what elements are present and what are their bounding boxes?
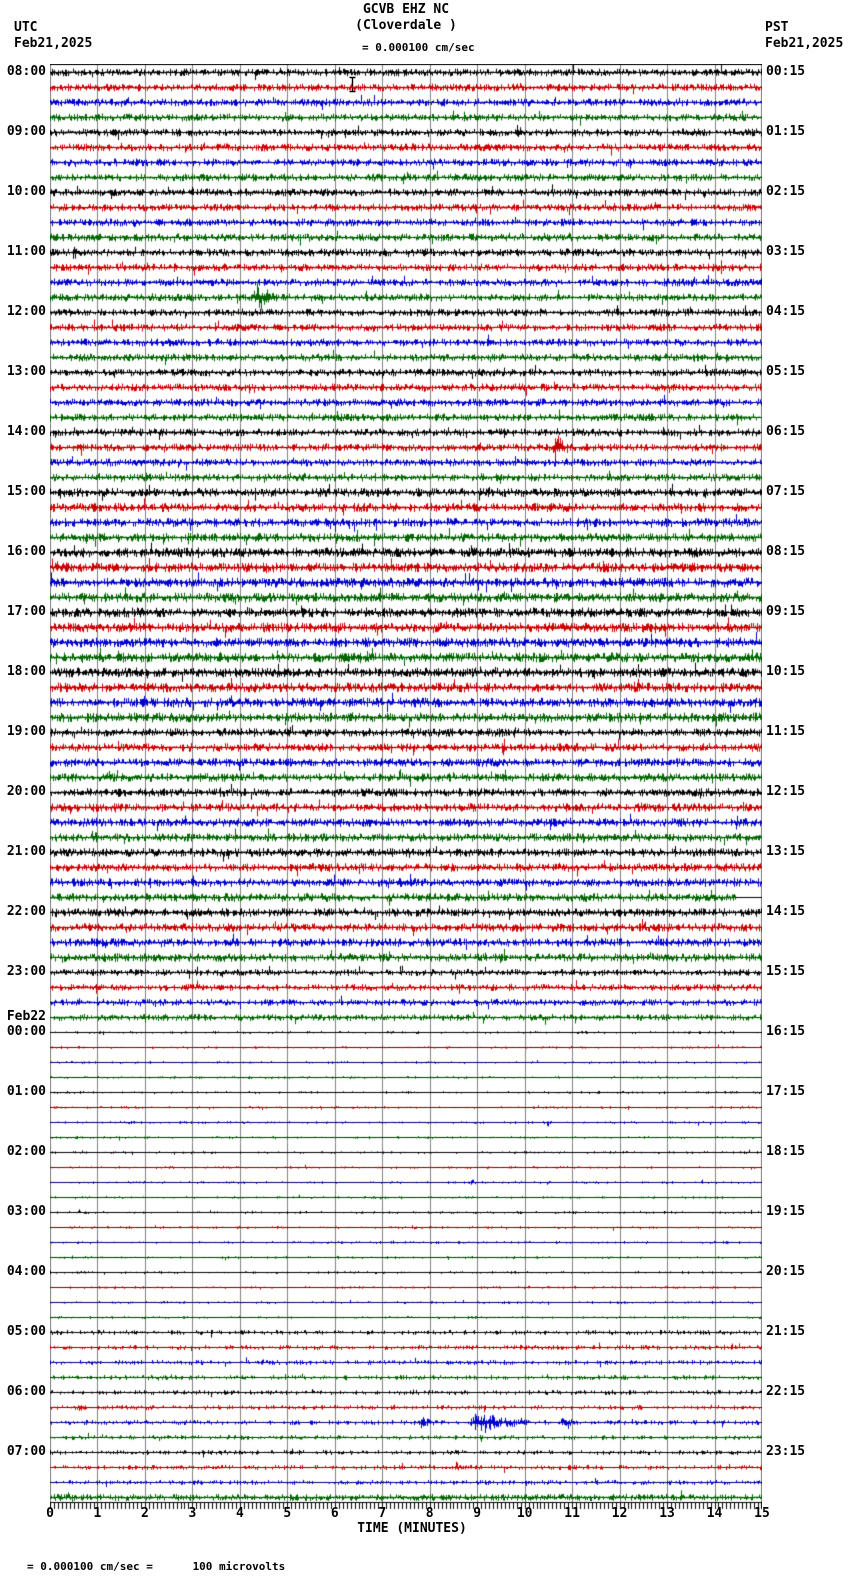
- utc-hour-label: 19:00: [6, 724, 46, 739]
- pst-hour-label: 21:15: [766, 1324, 806, 1339]
- utc-hour-label: 21:00: [6, 844, 46, 859]
- minute-tick-label: 7: [378, 1506, 387, 1521]
- minute-tick-label: 13: [659, 1506, 675, 1521]
- utc-hour-label: 09:00: [6, 124, 46, 139]
- minute-tick-label: 14: [706, 1506, 723, 1521]
- utc-timezone-label: UTC: [14, 20, 38, 35]
- pst-hour-label: 00:15: [766, 64, 806, 79]
- minute-tick-label: 3: [188, 1506, 197, 1521]
- utc-hour-label: 18:00: [6, 664, 46, 679]
- pst-hour-label: 08:15: [766, 544, 806, 559]
- pst-hour-label: 01:15: [766, 124, 806, 139]
- pst-hour-label: 02:15: [766, 184, 806, 199]
- utc-hour-label: 02:00: [6, 1144, 46, 1159]
- utc-hour-label: 14:00: [6, 424, 46, 439]
- utc-hour-label: 12:00: [6, 304, 46, 319]
- minute-tick-label: 10: [516, 1506, 533, 1521]
- scale-value-label: = 0.000100 cm/sec: [362, 41, 475, 54]
- minute-tick-label: 15: [754, 1506, 770, 1521]
- utc-hour-label: 22:00: [6, 904, 46, 919]
- minute-tick-label: 12: [611, 1506, 628, 1521]
- station-location: (Cloverdale ): [355, 18, 457, 33]
- utc-date-rollover-label: Feb22: [6, 1009, 46, 1024]
- minute-tick-label: 11: [564, 1506, 580, 1521]
- minute-tick-label: 6: [330, 1506, 339, 1521]
- utc-hour-label: 17:00: [6, 604, 46, 619]
- utc-hour-label: 11:00: [6, 244, 46, 259]
- helicorder-plot[interactable]: [50, 64, 762, 1510]
- pst-hour-label: 22:15: [766, 1384, 806, 1399]
- pst-hour-label: 05:15: [766, 364, 806, 379]
- pst-hour-label: 23:15: [766, 1444, 806, 1459]
- minute-tick-label: 0: [46, 1506, 54, 1521]
- utc-hour-label: 00:00: [6, 1024, 46, 1039]
- utc-hour-label: 03:00: [6, 1204, 46, 1219]
- pst-date-label: Feb21,2025: [765, 36, 844, 51]
- minute-tick-label: 8: [425, 1506, 434, 1521]
- utc-hour-label: 23:00: [6, 964, 46, 979]
- pst-hour-label: 13:15: [766, 844, 806, 859]
- minute-tick-label: 5: [283, 1506, 292, 1521]
- utc-hour-label: 20:00: [6, 784, 46, 799]
- pst-timezone-label: PST: [765, 20, 789, 35]
- utc-hour-label: 15:00: [6, 484, 46, 499]
- minute-tick-label: 9: [473, 1506, 482, 1521]
- pst-hour-label: 15:15: [766, 964, 806, 979]
- pst-hour-label: 11:15: [766, 724, 806, 739]
- utc-hour-label: 07:00: [6, 1444, 46, 1459]
- pst-hour-label: 04:15: [766, 304, 806, 319]
- pst-hour-label: 14:15: [766, 904, 806, 919]
- utc-hour-label: 08:00: [6, 64, 46, 79]
- utc-hour-label: 05:00: [6, 1324, 46, 1339]
- pst-hour-label: 10:15: [766, 664, 806, 679]
- pst-hour-label: 06:15: [766, 424, 806, 439]
- minute-tick-label: 4: [235, 1506, 244, 1521]
- utc-hour-label: 04:00: [6, 1264, 46, 1279]
- pst-hour-label: 07:15: [766, 484, 806, 499]
- utc-hour-label: 06:00: [6, 1384, 46, 1399]
- station-title: GCVB EHZ NC: [362, 2, 450, 17]
- utc-hour-label: 10:00: [6, 184, 46, 199]
- pst-hour-label: 18:15: [766, 1144, 806, 1159]
- pst-hour-label: 19:15: [766, 1204, 806, 1219]
- utc-date-label: Feb21,2025: [14, 36, 93, 51]
- x-axis-title: TIME (MINUTES): [357, 1521, 467, 1536]
- utc-hour-label: 01:00: [6, 1084, 46, 1099]
- footer-scale-text: = 0.000100 cm/sec = 100 microvolts: [27, 1560, 286, 1573]
- pst-hour-label: 17:15: [766, 1084, 806, 1099]
- pst-hour-label: 20:15: [766, 1264, 806, 1279]
- minute-tick-label: 2: [141, 1506, 149, 1521]
- pst-hour-label: 12:15: [766, 784, 806, 799]
- pst-hour-label: 03:15: [766, 244, 806, 259]
- utc-hour-label: 16:00: [6, 544, 46, 559]
- pst-hour-label: 09:15: [766, 604, 806, 619]
- minute-tick-label: 1: [93, 1506, 102, 1521]
- pst-hour-label: 16:15: [766, 1024, 806, 1039]
- utc-hour-label: 13:00: [6, 364, 46, 379]
